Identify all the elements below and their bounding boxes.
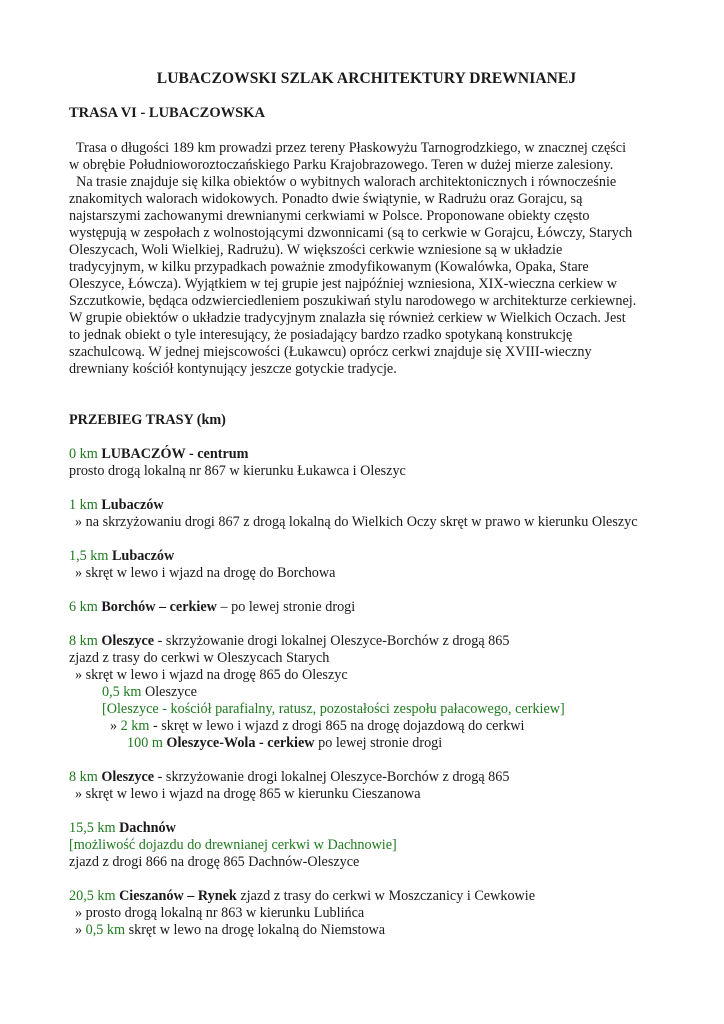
route-description: zjazd z trasy do cerkwi w Moszczanicy i Cewkowie [236, 888, 536, 904]
route-direction: zjazd z drogi 866 na drogę 865 Dachnów-Oleszyce [69, 854, 360, 870]
intro-line: Szczutkowie, będąca odzwierciedleniem poszukiwań stylu narodowego w architekturze cerkiewnej. [69, 293, 637, 309]
route-place: Oleszyce-Wola - cerkiew [166, 735, 315, 751]
route-direction: » na skrzyżowaniu drogi 867 z drogą lokalną do Wielkich Oczy skręt w prawo w kierunku Oleszyc [75, 514, 638, 530]
route-direction: skręt w lewo na drogę lokalną do Niemstowa [125, 922, 386, 938]
route-direction: » skręt w lewo i wjazd na drogę do Borchowa [75, 565, 336, 581]
route-place: Oleszyce [101, 769, 155, 785]
intro-line: Trasa o długości 189 km prowadzi przez tereny Płaskowyżu Tarnogrodzkiego, w znacznej części [69, 140, 627, 156]
route-description: po lewej stronie drogi [314, 735, 443, 751]
route-place: Lubaczów [101, 497, 164, 513]
route-attractions: [możliwość dojazdu do drewnianej cerkwi w Dachnowie] [69, 837, 397, 853]
intro-line: szachulcową. W jednej miejscowości (Łukawcu) oprócz cerkwi znajduje się XVIII-wieczny [69, 344, 592, 360]
intro-line: najstarszymi zachowanymi drewnianymi cerkwiami w Polsce. Proponowane obiekty często [69, 208, 590, 224]
route-description: - skrzyżowanie drogi lokalnej Oleszyce-Borchów z drogą 865 [154, 769, 510, 785]
route-km: 1 km [69, 497, 98, 513]
route-description: - skrzyżowanie drogi lokalnej Oleszyce-Borchów z drogą 865 [154, 633, 510, 649]
route-entry [69, 497, 664, 531]
intro-line: drewniany kościół kontynujący jeszcze gotyckie tradycje. [69, 361, 397, 377]
intro-line: Oleszycach, Woli Wielkiej, Radrużu). W większości cerkwie wzniesione są w układzie [69, 242, 563, 258]
route-description: – po lewej stronie drogi [216, 599, 356, 615]
section-heading: PRZEBIEG TRASY (km) [69, 412, 226, 428]
route-km: 8 km [69, 769, 98, 785]
route-place: Cieszanów – Rynek [119, 888, 237, 904]
route-km: 0,5 km [85, 922, 126, 938]
route-place: Lubaczów [111, 548, 175, 564]
route-place: Borchów – cerkiew [101, 599, 217, 615]
intro-line: tradycyjnym, w kilku przypadkach poważnie zmodyfikowanym (Kowalówka, Opaka, Stare [69, 259, 589, 275]
route-km: 20,5 km [69, 888, 116, 904]
intro-paragraph [69, 140, 664, 378]
route-direction: » skręt w lewo i wjazd na drogę 865 do Oleszyc [75, 667, 348, 683]
route-direction: - skręt w lewo i wjazd z drogi 865 na drogę dojazdową do cerkwi [149, 718, 525, 734]
route-km: 0 km [69, 446, 98, 462]
intro-line: Oleszyce, Łówcza). Wyjątkiem w tej grupie jest najpóźniej wzniesiona, XIX-wieczna cerkiew w [69, 276, 618, 292]
route-entry [69, 446, 664, 480]
intro-line: W grupie obiektów o układzie tradycyjnym znalazła się również cerkiew w Wielkich Oczach. Jest [69, 310, 626, 326]
route-place: Oleszyce [141, 684, 197, 700]
route-entry [69, 769, 664, 803]
route-note: zjazd z trasy do cerkwi w Oleszycach Starych [69, 650, 330, 666]
route-km: 15,5 km [69, 820, 116, 836]
route-entry [69, 888, 664, 939]
arrow-marker: » [75, 922, 86, 938]
route-entry [69, 599, 664, 616]
route-direction: prosto drogą lokalną nr 867 w kierunku Łukawca i Oleszyc [69, 463, 406, 479]
route-entry [69, 548, 664, 582]
intro-line: w obrębie Południoworoztoczańskiego Parku Krajobrazowego. Teren w dużej mierze zalesiony. [69, 157, 614, 173]
document-title: LUBACZOWSKI SZLAK ARCHITEKTURY DREWNIANEJ [156, 70, 577, 87]
route-direction: » prosto drogą lokalną nr 863 w kierunku Lublińca [75, 905, 365, 921]
arrow-marker: » [110, 718, 121, 734]
route-km: 0,5 km [102, 684, 142, 700]
route-attractions: [Oleszyce - kościół parafialny, ratusz, pozostałości zespołu pałacowego, cerkiew] [102, 701, 565, 717]
route-entry [69, 820, 664, 871]
route-km: 100 m [127, 735, 167, 751]
route-km: 6 km [69, 599, 98, 615]
intro-line: znakomitych walorach widokowych. Ponadto dwie świątynie, w Radrużu oraz Gorajcu, są [69, 191, 583, 207]
route-km: 1,5 km [69, 548, 109, 564]
route-place: LUBACZÓW - centrum [101, 446, 249, 462]
route-place: Oleszyce [101, 633, 155, 649]
route-entry [69, 633, 664, 752]
route-km: 8 km [69, 633, 98, 649]
route-place: Dachnów [119, 820, 176, 836]
intro-line: występują w zespołach z wolnostojącymi dzwonnicami (są to cerkwie w Gorajcu, Łówczy, Starych [69, 225, 633, 241]
intro-line: to jednak obiekt o tyle interesujący, że posiadający bardzo rzadko spotykaną konstrukcję [69, 327, 573, 343]
route-km: 2 km [120, 718, 150, 734]
route-direction: » skręt w lewo i wjazd na drogę 865 w kierunku Cieszanowa [75, 786, 421, 802]
route-subtitle: TRASA VI - LUBACZOWSKA [69, 105, 265, 121]
intro-line: Na trasie znajduje się kilka obiektów o wybitnych walorach architektonicznych i równocześnie [69, 174, 617, 190]
